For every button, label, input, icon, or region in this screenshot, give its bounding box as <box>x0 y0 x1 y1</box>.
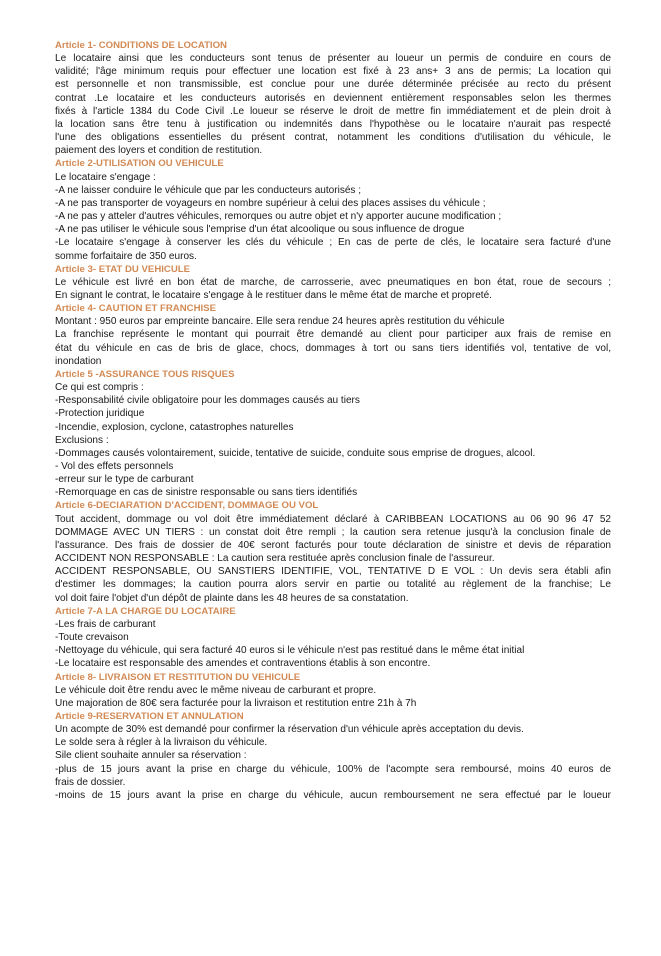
article-text-line: -Le locataire est responsable des amendes et contraventions établis à son encontre. <box>55 658 431 670</box>
article-text-line: -plus de 15 jours avant la prise en charge du véhicule, 100% de l'acompte sera remboursé, moins 40 euros de <box>55 763 611 775</box>
article-text-line: Une majoration de 80€ sera facturée pour la livraison et restitution entre 21h à 7h <box>55 697 417 709</box>
article-text-line: frais de dossier. <box>55 776 126 788</box>
article-text-line: état du véhicule en cas de bris de glace, chocs, dommages à tort ou sans tiers identifiés vol, tentative de vol, <box>55 342 611 354</box>
article-text-line: somme forfaitaire de 350 euros. <box>55 250 197 262</box>
article-heading: Article 4- CAUTION ET FRANCHISE <box>55 303 216 315</box>
article-heading: Article 1- CONDITIONS DE LOCATION <box>55 40 227 51</box>
article-text-line: -A ne pas y atteler d'autres véhicules, remorques ou autre objet et n'y apporter aucune modification ; <box>55 211 502 223</box>
article-text-line: Exclusions : <box>55 434 109 446</box>
article-heading: Article 5 -ASSURANCE TOUS RISQUES <box>55 368 235 380</box>
article-text-line: d'estimer les dommages; la caution pourra alors servir en partie ou totalité au règlement de la franchise; Le <box>55 579 611 591</box>
article-text-line: -Remorquage en cas de sinistre responsable ou sans tiers identifiés <box>55 487 358 499</box>
article-text-line: Montant : 950 euros par empreinte bancaire. Elle sera rendue 24 heures après restitution du véhicule <box>55 316 505 328</box>
article-text-line: -A ne pas utiliser le véhicule sous l'emprise d'un état alcoolique ou sous influence de drogue <box>55 224 465 236</box>
article-text-line: l'assurance. Des frais de dossier de 40€ seront facturés pour toute déclaration de sinistre et devis de réparation <box>55 539 611 551</box>
article-text-line: DOMMAGE AVEC UN TIERS : un constat doit être rempli ; la caution sera retenue jusqu'à la conclusion finale de <box>55 526 611 538</box>
article-text-line: -Dommages causés volontairement, suicide, tentative de suicide, conduite sous emprise de drogues, alcool. <box>55 447 536 459</box>
article-text-line: Le solde sera à régler à la livraison du véhicule. <box>55 737 268 749</box>
article-text-line: la location sans être tenu à justification ou indemnités dans l'hypothèse ou le locataire n'aurait pas respecté <box>55 118 611 130</box>
article-text-line: Un acompte de 30% est demandé pour confirmer la réservation d'un véhicule après acceptation du devis. <box>55 724 524 736</box>
article-text-line: -A ne pas transporter de voyageurs en nombre supérieur à celui des places assises du véhicule ; <box>55 197 486 209</box>
article-text-line: fixés à l'article 1384 du Code Civil .Le loueur se réserve le droit de mettre fin immédiatement et de plein droit à <box>55 105 611 117</box>
article-text-line: -Toute crevaison <box>55 632 129 644</box>
article-text-line: -Nettoyage du véhicule, qui sera facturé 40 euros si le véhicule n'est pas restitué dans le même état initial <box>55 645 525 657</box>
article-text-line: paiement des loyers et condition de restitution. <box>55 145 263 157</box>
article-text-line: -Protection juridique <box>55 408 145 420</box>
article-text-line: contrat .Le locataire et les conducteurs autorisés en deviennent entièrement responsables selon les thermes <box>55 92 611 104</box>
article-text-line: La franchise représente le montant qui pourrait être demandé au client pour participer aux frais de remise en <box>55 329 611 341</box>
article-text-line: Sile client souhaite annuler sa réservation : <box>55 750 247 762</box>
article-heading: Article 2-UTILISATION OU VEHICULE <box>55 158 224 170</box>
article-text-line: -Les frais de carburant <box>55 618 156 630</box>
article-text-line: -Responsabilité civile obligatoire pour les dommages causés au tiers <box>55 395 360 407</box>
article-heading: Article 3- ETAT DU VEHICULE <box>55 263 191 275</box>
article-text-line: Le locataire ainsi que les conducteurs sont tenus de présenter au loueur un permis de conduire en cours de <box>55 53 611 65</box>
article-text-line: Ce qui est compris : <box>55 382 144 394</box>
article-text-line: Tout accident, dommage ou vol doit être immédiatement déclaré à CARIBBEAN LOCATIONS au 06 90 96 47 52 <box>55 513 611 525</box>
article-heading: Article 9-RESERVATION ET ANNULATION <box>55 710 244 722</box>
article-text-line: validité; l'âge minimum requis pour effectuer une location est fixé à 23 ans+ 3 ans de permis; La location qui <box>55 66 611 78</box>
article-text-line: -erreur sur le type de carburant <box>55 474 194 486</box>
article-text-line: -Incendie, explosion, cyclone, catastrophes naturelles <box>55 421 294 433</box>
article-heading: Article 6-DECIARATION D'ACCIDENT, DOMMAGE OU VOL <box>55 500 319 512</box>
article-text-line: est personnelle et non transmissible, est conclue pour une durée déterminée précisée au recto du présent <box>55 79 611 91</box>
article-text-line: -A ne laisser conduire le véhicule que par les conducteurs autorisés ; <box>55 184 362 196</box>
article-text-line: En signant le contrat, le locataire s'engage à le restituer dans le même état de marche et propreté. <box>55 289 492 301</box>
article-text-line: l'une des obligations essentielles du présent contrat, notamment les conditions d'utilisation du véhicule, le <box>55 132 611 144</box>
article-text-line: - Vol des effets personnels <box>55 461 174 472</box>
contract-terms-document <box>55 39 611 802</box>
article-heading: Article 7-A LA CHARGE DU LOCATAIRE <box>55 605 236 617</box>
article-text-line: Le véhicule doit être rendu avec le même niveau de carburant et propre. <box>55 684 377 696</box>
article-text-line: -Le locataire s'engage à conserver les clés du véhicule ; En cas de perte de clés, le locataire sera facturé d'une <box>55 237 611 249</box>
article-text-line: Le locataire s'engage : <box>55 171 156 183</box>
article-text-line: -moins de 15 jours avant la prise en charge du véhicule, aucun remboursement ne sera effectué par le loueur <box>55 789 611 801</box>
article-text-line: ACCIDENT NON RESPONSABLE : La caution sera restituée après conclusion finale de l'assureur. <box>55 553 495 565</box>
article-text-line: ACCIDENT RESPONSABLE, OU SANSTIERS IDENTIFIE, VOL, TENTATIVE D E VOL : Un devis sera établi afin <box>55 566 611 578</box>
article-heading: Article 8- LIVRAISON ET RESTITUTION DU VEHICULE <box>55 671 301 683</box>
article-text-line: inondation <box>55 355 102 367</box>
article-text-line: vol doit faire l'objet d'un dépôt de plainte dans les 48 heures de sa constatation. <box>55 592 409 604</box>
article-text-line: Le véhicule est livré en bon état de marche, de carrosserie, avec pneumatiques en bon état, roue de secours ; <box>55 276 611 288</box>
